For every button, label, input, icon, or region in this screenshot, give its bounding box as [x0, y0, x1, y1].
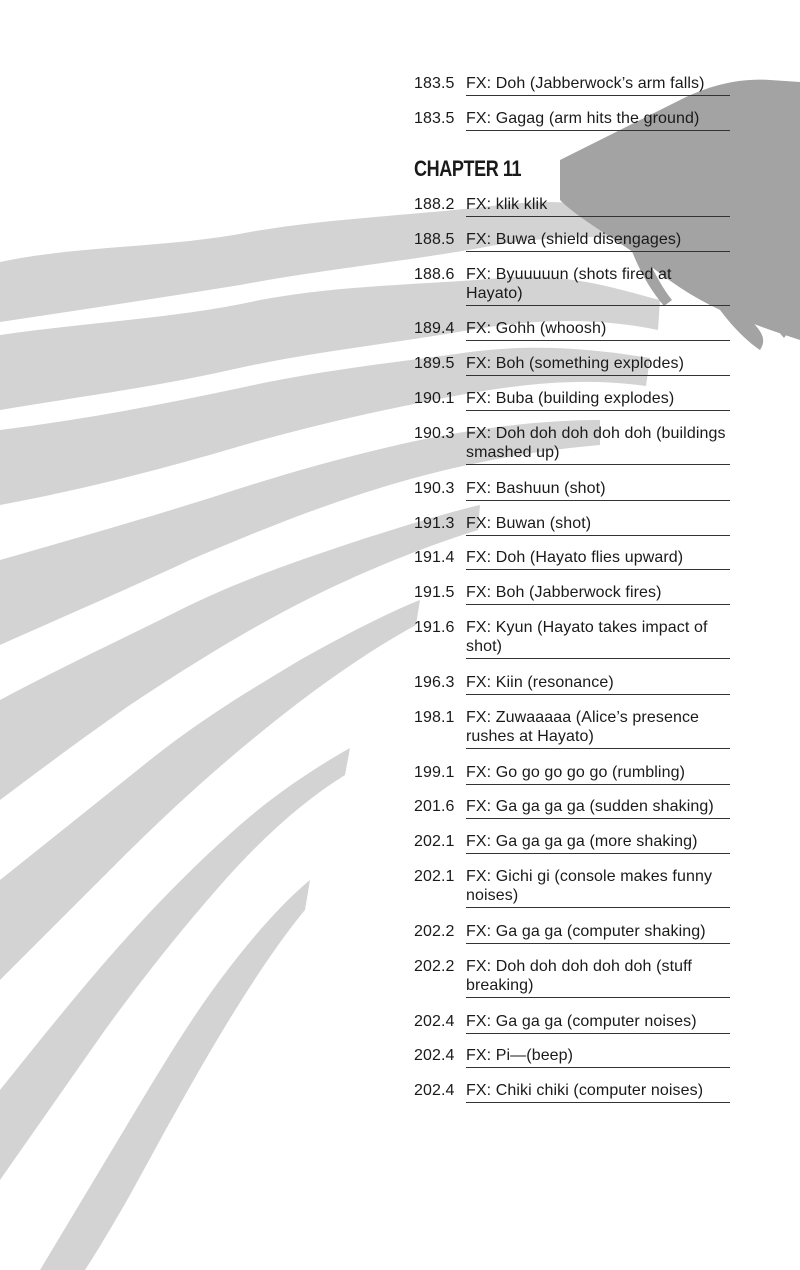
fx-entry	[414, 1012, 730, 1034]
fx-description: FX: Doh (Hayato flies upward)	[466, 548, 730, 570]
fx-page-number: 183.5	[414, 75, 455, 92]
fx-description: FX: Boh (something explodes)	[466, 354, 730, 376]
fx-description: FX: Doh doh doh doh doh (buildings smashed up)	[466, 424, 730, 465]
fx-page-number: 202.4	[414, 1082, 455, 1099]
fx-description: FX: Ga ga ga (computer shaking)	[466, 922, 730, 944]
fx-page-number: 191.5	[414, 584, 455, 601]
fx-page-number: 191.4	[414, 549, 455, 566]
fx-entry	[414, 797, 730, 819]
fx-entry	[414, 708, 730, 749]
fx-description: FX: Byuuuuun (shots fired at Hayato)	[466, 265, 730, 306]
fx-page-number: 199.1	[414, 764, 455, 781]
fx-page-number: 196.3	[414, 674, 455, 691]
fx-entry	[414, 74, 730, 96]
fx-description: FX: Gichi gi (console makes funny noises)	[466, 867, 730, 908]
fx-description: FX: Chiki chiki (computer noises)	[466, 1081, 730, 1103]
fx-entry	[414, 354, 730, 376]
fx-page-number: 188.2	[414, 196, 455, 213]
fx-page-number: 202.1	[414, 868, 455, 885]
fx-entry	[414, 479, 730, 501]
fx-entry	[414, 867, 730, 908]
fx-page-number: 188.6	[414, 266, 455, 283]
fx-description: FX: Doh doh doh doh doh (stuff breaking)	[466, 957, 730, 998]
fx-page-number: 190.3	[414, 480, 455, 497]
fx-page-number: 202.4	[414, 1013, 455, 1030]
fx-description: FX: Boh (Jabberwock fires)	[466, 583, 730, 605]
fx-description: FX: Go go go go go (rumbling)	[466, 763, 730, 785]
art-streak-7	[0, 748, 350, 1180]
fx-description: FX: Zuwaaaaa (Alice’s presence rushes at Hayato)	[466, 708, 730, 749]
fx-page-number: 188.5	[414, 231, 455, 248]
fx-entry	[414, 514, 730, 536]
fx-entry	[414, 424, 730, 465]
fx-page-number: 189.5	[414, 355, 455, 372]
fx-description: FX: Ga ga ga (computer noises)	[466, 1012, 730, 1034]
fx-description: FX: Pi—(beep)	[466, 1046, 730, 1068]
fx-page-number: 191.6	[414, 619, 455, 636]
fx-description: FX: Bashuun (shot)	[466, 479, 730, 501]
fx-description: FX: Ga ga ga ga (more shaking)	[466, 832, 730, 854]
fx-entry	[414, 763, 730, 785]
fx-page-number: 202.2	[414, 958, 455, 975]
fx-page-number: 190.1	[414, 390, 455, 407]
fx-entry	[414, 583, 730, 605]
fx-page-number: 189.4	[414, 320, 455, 337]
fx-page-number: 198.1	[414, 709, 455, 726]
fx-entry	[414, 265, 730, 306]
fx-description: FX: Ga ga ga ga (sudden shaking)	[466, 797, 730, 819]
chapter-heading: CHAPTER 11	[414, 156, 522, 181]
fx-description: FX: Gohh (whoosh)	[466, 319, 730, 341]
fx-entry	[414, 673, 730, 695]
fx-page-number: 202.1	[414, 833, 455, 850]
art-streak-6	[0, 600, 420, 980]
fx-entry	[414, 1046, 730, 1068]
fx-page-number: 183.5	[414, 110, 455, 127]
fx-entry	[414, 389, 730, 411]
fx-entry	[414, 548, 730, 570]
fx-description: FX: Doh (Jabberwock’s arm falls)	[466, 74, 730, 96]
fx-page-number: 190.3	[414, 425, 455, 442]
fx-page-number: 191.3	[414, 515, 455, 532]
fx-page-number: 201.6	[414, 798, 455, 815]
fx-description: FX: klik klik	[466, 195, 730, 217]
fx-description: FX: Kyun (Hayato takes impact of shot)	[466, 618, 730, 659]
fx-description: FX: Buwan (shot)	[466, 514, 730, 536]
fx-entry	[414, 319, 730, 341]
fx-description: FX: Buba (building explodes)	[466, 389, 730, 411]
fx-page-number: 202.4	[414, 1047, 455, 1064]
fx-entry	[414, 230, 730, 252]
fx-entry	[414, 957, 730, 998]
fx-entry	[414, 922, 730, 944]
fx-entry	[414, 618, 730, 659]
fx-description: FX: Kiin (resonance)	[466, 673, 730, 695]
fx-entry	[414, 109, 730, 131]
fx-entry	[414, 832, 730, 854]
fx-entry	[414, 1081, 730, 1103]
fx-entry	[414, 195, 730, 217]
fx-page-number: 202.2	[414, 923, 455, 940]
fx-description: FX: Gagag (arm hits the ground)	[466, 109, 730, 131]
fx-description: FX: Buwa (shield disengages)	[466, 230, 730, 252]
